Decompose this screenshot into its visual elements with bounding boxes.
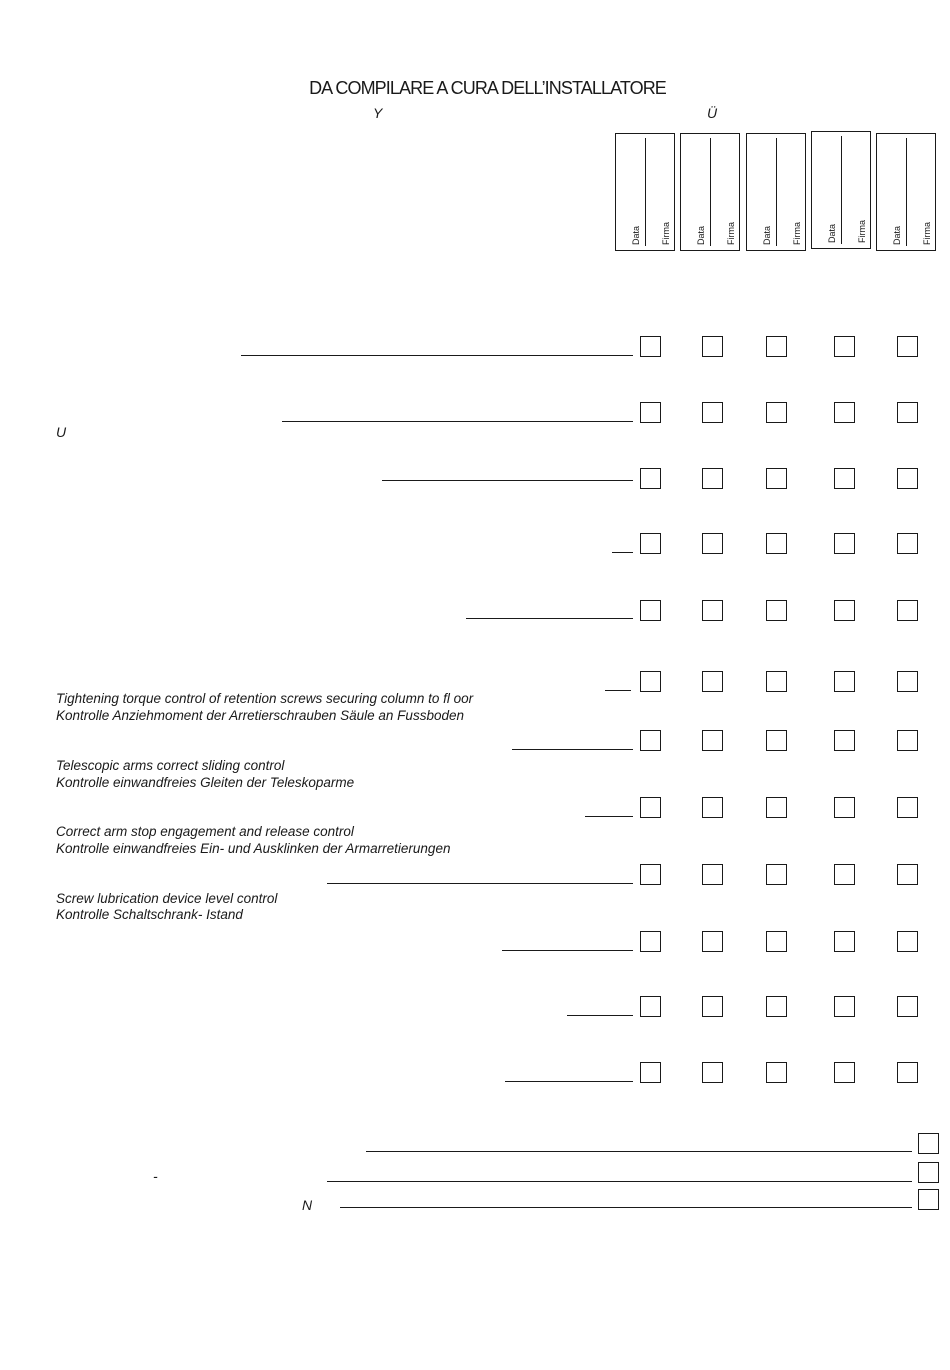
- bottom-row-2-checkbox[interactable]: [918, 1162, 939, 1183]
- row-8-checkbox-1[interactable]: [640, 797, 661, 818]
- row-8-checkbox-3[interactable]: [766, 797, 787, 818]
- row-12-checkbox-2[interactable]: [702, 1062, 723, 1083]
- row-11-checkbox-3[interactable]: [766, 996, 787, 1017]
- row-12-checkbox-3[interactable]: [766, 1062, 787, 1083]
- row-7-checkbox-2[interactable]: [702, 730, 723, 751]
- row-7-checkbox-3[interactable]: [766, 730, 787, 751]
- row-4-checkbox-2[interactable]: [702, 533, 723, 554]
- form-title: DA COMPILARE A CURA DELL’INSTALLATORE: [309, 78, 666, 98]
- row-1-checkbox-3[interactable]: [766, 336, 787, 357]
- header-column-3: [746, 133, 806, 251]
- stray-char-n: N: [302, 1197, 313, 1213]
- date-column-label: Data: [696, 225, 706, 245]
- date-column-label: Data: [827, 223, 837, 243]
- row-8-checkbox-2[interactable]: [702, 797, 723, 818]
- row-2-checkbox-4[interactable]: [834, 402, 855, 423]
- row-6-checkbox-2[interactable]: [702, 671, 723, 692]
- row-12-checkbox-1[interactable]: [640, 1062, 661, 1083]
- row-11-checkbox-1[interactable]: [640, 996, 661, 1017]
- row-3-checkbox-4[interactable]: [834, 468, 855, 489]
- row-6-label-de: Kontrolle Anziehmoment der Arretierschrauben Säule an Fussboden: [56, 708, 464, 723]
- row-10-checkbox-2[interactable]: [702, 931, 723, 952]
- header-column-1: [615, 133, 675, 251]
- row-10-checkbox-1[interactable]: [640, 931, 661, 952]
- column-divider: [710, 138, 711, 246]
- signature-column-label: Firma: [857, 220, 867, 243]
- row-8-checkbox-5[interactable]: [897, 797, 918, 818]
- signature-column-label: Firma: [792, 222, 802, 245]
- bottom-leader-line: [327, 1181, 912, 1182]
- date-column-label: Data: [892, 225, 902, 245]
- row-10-checkbox-3[interactable]: [766, 931, 787, 952]
- row-leader-line: [241, 355, 633, 356]
- row-11-checkbox-4[interactable]: [834, 996, 855, 1017]
- row-12-checkbox-5[interactable]: [897, 1062, 918, 1083]
- row-9-checkbox-2[interactable]: [702, 864, 723, 885]
- row-5-checkbox-2[interactable]: [702, 600, 723, 621]
- row-leader-line: [282, 421, 633, 422]
- row-leader-line: [567, 1015, 633, 1016]
- row-leader-line: [585, 816, 633, 817]
- row-7-checkbox-1[interactable]: [640, 730, 661, 751]
- row-6-checkbox-3[interactable]: [766, 671, 787, 692]
- row-9-checkbox-3[interactable]: [766, 864, 787, 885]
- row-7-label-de: Kontrolle einwandfreies Gleiten der Teleskoparme: [56, 775, 355, 790]
- date-column-label: Data: [762, 225, 772, 245]
- row-leader-line: [382, 480, 633, 481]
- row-7-label-en: Telescopic arms correct sliding control: [56, 758, 285, 773]
- stray-char-u-umlaut: Ü: [707, 105, 718, 121]
- header-column-2: [680, 133, 740, 251]
- row-leader-line: [466, 618, 633, 619]
- row-leader-line: [502, 950, 633, 951]
- row-8-label-en: Correct arm stop engagement and release control: [56, 824, 354, 839]
- stray-char-y: Y: [373, 105, 383, 121]
- row-6-checkbox-1[interactable]: [640, 671, 661, 692]
- row-9-checkbox-5[interactable]: [897, 864, 918, 885]
- row-leader-line: [327, 883, 633, 884]
- row-2-checkbox-2[interactable]: [702, 402, 723, 423]
- signature-column-label: Firma: [661, 222, 671, 245]
- row-11-checkbox-2[interactable]: [702, 996, 723, 1017]
- bottom-row-1-checkbox[interactable]: [918, 1133, 939, 1154]
- row-7-checkbox-4[interactable]: [834, 730, 855, 751]
- row-5-checkbox-3[interactable]: [766, 600, 787, 621]
- row-11-checkbox-5[interactable]: [897, 996, 918, 1017]
- bottom-leader-line: [340, 1207, 912, 1208]
- row-4-checkbox-4[interactable]: [834, 533, 855, 554]
- column-divider: [776, 138, 777, 246]
- row-1-checkbox-2[interactable]: [702, 336, 723, 357]
- row-1-checkbox-5[interactable]: [897, 336, 918, 357]
- row-3-checkbox-1[interactable]: [640, 468, 661, 489]
- row-9-label-en: Screw lubrication device level control: [56, 891, 278, 906]
- row-4-checkbox-5[interactable]: [897, 533, 918, 554]
- row-3-checkbox-5[interactable]: [897, 468, 918, 489]
- row-9-checkbox-1[interactable]: [640, 864, 661, 885]
- header-column-4: [811, 131, 871, 249]
- row-5-checkbox-1[interactable]: [640, 600, 661, 621]
- row-7-checkbox-5[interactable]: [897, 730, 918, 751]
- signature-column-label: Firma: [922, 222, 932, 245]
- row-9-label-de: Kontrolle Schaltschrank- Istand: [56, 907, 243, 922]
- row-leader-line: [505, 1081, 633, 1082]
- row-3-checkbox-3[interactable]: [766, 468, 787, 489]
- row-4-checkbox-3[interactable]: [766, 533, 787, 554]
- row-8-label-de: Kontrolle einwandfreies Ein- und Ausklinken der Armarretierungen: [56, 841, 451, 856]
- signature-column-label: Firma: [726, 222, 736, 245]
- bottom-row-3-checkbox[interactable]: [918, 1189, 939, 1210]
- row-2-checkbox-3[interactable]: [766, 402, 787, 423]
- row-10-checkbox-5[interactable]: [897, 931, 918, 952]
- row-6-label-en: Tightening torque control of retention screws securing column to fl oor: [56, 691, 474, 706]
- row-leader-line: [512, 749, 633, 750]
- row-9-checkbox-4[interactable]: [834, 864, 855, 885]
- row-1-checkbox-1[interactable]: [640, 336, 661, 357]
- row-8-checkbox-4[interactable]: [834, 797, 855, 818]
- row-5-checkbox-4[interactable]: [834, 600, 855, 621]
- row-6-checkbox-4[interactable]: [834, 671, 855, 692]
- column-divider: [841, 136, 842, 244]
- stray-char-dash: -: [153, 1168, 158, 1184]
- row-5-checkbox-5[interactable]: [897, 600, 918, 621]
- row-2-checkbox-5[interactable]: [897, 402, 918, 423]
- row-1-checkbox-4[interactable]: [834, 336, 855, 357]
- column-divider: [645, 138, 646, 246]
- row-3-checkbox-2[interactable]: [702, 468, 723, 489]
- header-column-5: [876, 133, 936, 251]
- row-6-checkbox-5[interactable]: [897, 671, 918, 692]
- bottom-leader-line: [366, 1151, 912, 1152]
- stray-char-u: U: [56, 424, 67, 440]
- row-10-checkbox-4[interactable]: [834, 931, 855, 952]
- row-4-checkbox-1[interactable]: [640, 533, 661, 554]
- date-column-label: Data: [631, 225, 641, 245]
- row-leader-line: [612, 552, 633, 553]
- row-2-checkbox-1[interactable]: [640, 402, 661, 423]
- row-leader-line: [605, 690, 631, 691]
- row-12-checkbox-4[interactable]: [834, 1062, 855, 1083]
- column-divider: [906, 138, 907, 246]
